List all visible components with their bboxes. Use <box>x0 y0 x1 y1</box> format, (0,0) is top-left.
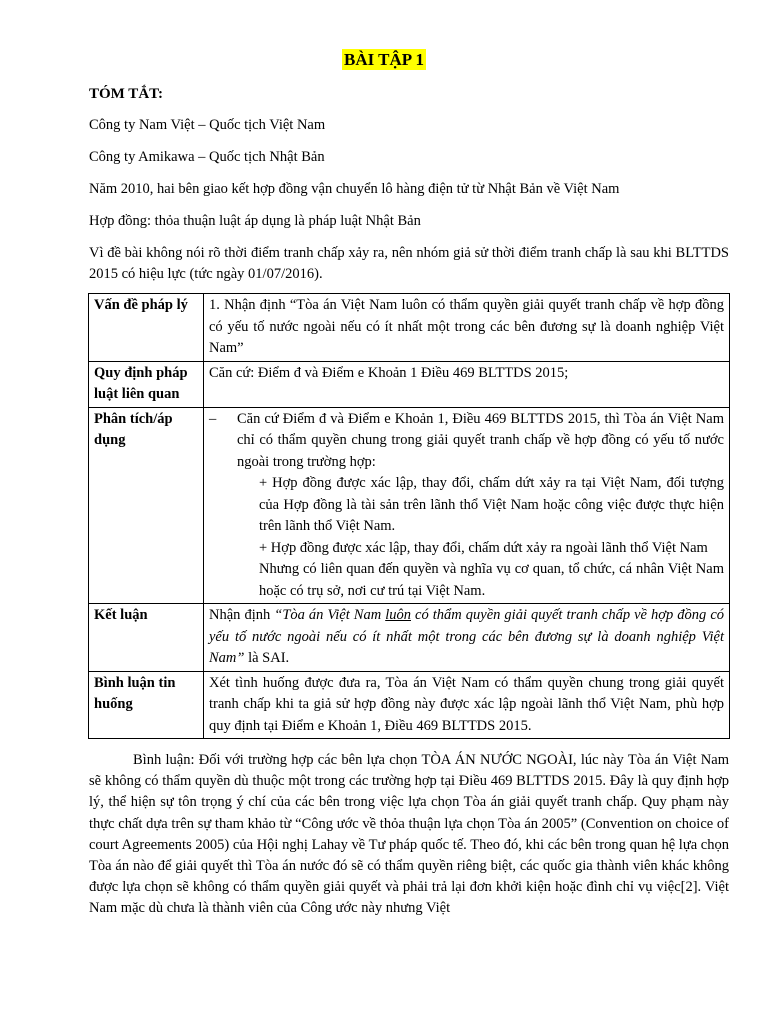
table-row <box>89 294 730 362</box>
analysis-sub-3: Nhưng có liên quan đến quyền và nghĩa vụ cơ quan, tổ chức, cá nhân Việt Nam hoặc có trụ sở, nơi cư trú tại Việt Nam. <box>259 561 724 599</box>
conclusion-prefix: Nhận định <box>209 607 275 623</box>
analysis-sub-2: + Hợp đồng được xác lập, thay đổi, chấm dứt xảy ra ngoài lãnh thổ Việt Nam <box>259 539 708 556</box>
conclusion-quote-start: “Tòa án Việt Nam <box>274 607 386 623</box>
row-label-analysis: Phân tích/áp dụng <box>89 407 204 604</box>
summary-heading: TÓM TẮT: <box>89 86 164 102</box>
analysis-sub-1: + Hợp đồng được xác lập, thay đổi, chấm dứt xảy ra tại Việt Nam, đối tượng của Hợp đồng là tài sản trên lãnh thổ Việt Nam hoặc công việc được thực hiện trên lãnh thổ Việt Nam. <box>259 475 724 534</box>
analysis-table <box>88 293 730 739</box>
table-row <box>89 604 730 672</box>
summary-line-4: Hợp đồng: thỏa thuận luật áp dụng là pháp luật Nhật Bản <box>89 213 421 229</box>
row-content-analysis <box>204 407 730 604</box>
analysis-bullet <box>209 409 724 474</box>
analysis-bullet-text: Căn cứ Điểm đ và Điểm e Khoản 1, Điều 469 BLTTDS 2015, thì Tòa án Việt Nam chỉ có thẩm quyền chung trong giải quyết tranh chấp về hợp đồng có yếu tố nước ngoài trong trường hợp: <box>237 410 724 470</box>
summary-line-2: Công ty Amikawa – Quốc tịch Nhật Bản <box>89 149 325 165</box>
row-content-case-commentary: Xét tình huống được đưa ra, Tòa án Việt Nam có thẩm quyền chung trong giải quyết tranh chấp khi ta giả sử hợp đồng này được xác lập ngoài lãnh thổ Việt Nam, phù hợp quy định tại Điểm e Khoản 1, Điều 469 BLTTDS 2015. <box>204 671 730 739</box>
document-title: BÀI TẬP 1 <box>344 50 424 69</box>
row-content-conclusion <box>204 604 730 672</box>
document-title-wrap <box>0 50 768 70</box>
table-row <box>89 407 730 604</box>
row-label-conclusion: Kết luận <box>89 604 204 672</box>
row-label-case-commentary: Bình luận tin huống <box>89 671 204 739</box>
table-row <box>89 671 730 739</box>
row-content-legal-issue: 1. Nhận định “Tòa án Việt Nam luôn có thẩm quyền giải quyết tranh chấp về hợp đồng có yếu tố nước ngoài nếu có ít nhất một trong các bên đương sự là doanh nghiệp Việt Nam” <box>204 294 730 362</box>
row-content-regulation: Căn cứ: Điểm đ và Điểm e Khoản 1 Điều 469 BLTTDS 2015; <box>204 361 730 407</box>
conclusion-suffix: là SAI. <box>244 650 290 666</box>
conclusion-quote-end: có thẩm quyền giải quyết tranh chấp về hợp đồng có yếu tố nước ngoài nếu có ít nhất một trong các bên đương sự là doanh nghiệp Việt Nam” <box>209 607 725 666</box>
table-row <box>89 361 730 407</box>
summary-line-3: Năm 2010, hai bên giao kết hợp đồng vận chuyển lô hàng điện tử từ Nhật Bản về Việt Nam <box>89 181 620 197</box>
summary-line-5: Vì đề bài không nói rõ thời điểm tranh chấp xảy ra, nên nhóm giả sử thời điểm tranh chấp là sau khi BLTTDS 2015 có hiệu lực (tức ngày 01/07/2016). <box>89 245 729 282</box>
commentary-paragraph: Bình luận: Đối với trường hợp các bên lựa chọn TÒA ÁN NƯỚC NGOÀI, lúc này Tòa án Việt Nam sẽ không có thẩm quyền dù thuộc một trong các trường hợp tại Điều 469 BLTTDS 2015. Đây là quy định hợp lý, thể hiện sự tôn trọng ý chí của các bên trong việc lựa chọn Tòa án giải quyết tranh chấp. Quy phạm này thực chất dựa trên sự tham khảo từ “Công ước về thỏa thuận lựa chọn Tòa án 2005” (Convention on choice of court Agreements 2005) của Hội nghị Lahay về Tư pháp quốc tế. Theo đó, khi các bên trong quan hệ lựa chọn Tòa án nào để giải quyết thì Tòa án nước đó sẽ có thẩm quyền riêng biệt, các quốc gia thành viên khác không được lựa chọn sẽ không có thẩm quyền giải quyết và phải trả lại đơn khởi kiện hoặc đình chỉ vụ việc[2]. Việt Nam mặc dù chưa là thành viên của Công ước này nhưng Việt <box>89 752 729 917</box>
summary-line-1: Công ty Nam Việt – Quốc tịch Việt Nam <box>89 117 326 133</box>
row-label-legal-issue: Vấn đề pháp lý <box>89 294 204 362</box>
dash-bullet: – <box>209 410 217 427</box>
conclusion-quote-underlined: luôn <box>385 607 411 623</box>
row-label-regulation: Quy định pháp luật liên quan <box>89 361 204 407</box>
